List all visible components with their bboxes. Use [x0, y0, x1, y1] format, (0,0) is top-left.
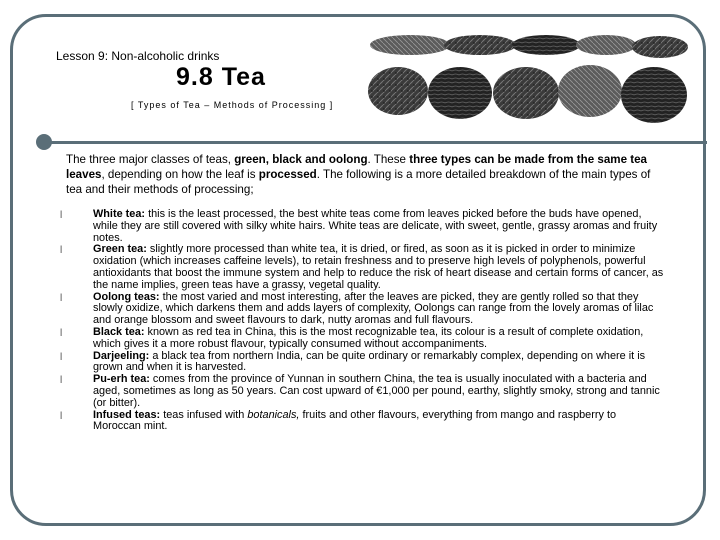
intro-bold: processed: [258, 168, 317, 181]
bullet-icon: l: [60, 375, 63, 387]
intro-text: . These: [367, 153, 410, 166]
tea-term: Infused teas:: [93, 408, 161, 421]
header-divider: [50, 141, 707, 144]
tea-description: comes from the province of Yunnan in southern China, the tea is usually inoculated with a bacteria and aged, sometimes as long as 50 years. Can cost upward of €1,000 per pound, earthy, slightly smoky, strong and tannic (or bitter).: [93, 373, 660, 409]
divider-dot: [36, 134, 52, 150]
bullet-icon: l: [60, 410, 63, 422]
tea-description: fruits and other flavours, everything from mango and raspberry to Moroccan mint.: [93, 408, 617, 433]
intro-text: , depending on how the leaf is: [101, 168, 259, 181]
list-item: [56, 351, 666, 375]
lesson-label: Lesson 9: Non-alcoholic drinks: [56, 49, 220, 63]
list-item: [56, 374, 666, 409]
tea-term: Darjeeling:: [93, 349, 150, 362]
list-item: [56, 327, 666, 351]
intro-text: The three major classes of teas,: [66, 153, 235, 166]
tea-description-italic: botanicals,: [247, 408, 300, 421]
tea-description: teas infused with: [160, 408, 248, 421]
intro-bold: green, black and oolong: [234, 153, 368, 166]
list-item: [56, 410, 666, 434]
tea-term: Black tea:: [93, 325, 145, 338]
tea-term: Pu-erh tea:: [93, 373, 150, 386]
intro-text: . The following is a more detailed breakdown of the main types of tea and their methods of processing;: [66, 168, 651, 196]
tea-leaves-image: [368, 33, 688, 133]
intro-paragraph: [66, 152, 660, 197]
tea-term: Oolong teas:: [93, 290, 160, 303]
bullet-icon: l: [60, 351, 63, 363]
list-item: [56, 209, 666, 244]
intro-bold: three types can be made from the same tea leaves: [66, 153, 647, 181]
tea-description: known as red tea in China, this is the most recognizable tea, its colour is a result of complete oxidation, which gives it a more robust flavour, typically consumed without accompaniments.: [93, 325, 644, 350]
list-item: [56, 244, 666, 291]
tea-description: slightly more processed than white tea, it is dried, or fired, as soon as it is picked in order to minimize oxidation (which increases caffeine levels), to retain freshness and to preserve high levels of polyphenols, powerful antioxidants that boost the immune system and help to reduce the risk of heart disease and certain forms of cancer, as the name implies, green teas have a grassy, vegetal quality.: [93, 243, 664, 291]
page-title: 9.8 Tea: [176, 63, 266, 91]
bullet-icon: l: [60, 245, 63, 257]
list-item: [56, 292, 666, 327]
tea-term: Green tea:: [93, 243, 147, 256]
bullet-icon: l: [60, 210, 63, 221]
tea-term: White tea:: [93, 208, 146, 220]
tea-description: this is the least processed, the best white teas come from leaves picked before the buds have opened, while they are still covered with silky white hairs. White teas are delicate, with sweet, gentle, grassy aromas and fruity notes.: [93, 208, 658, 244]
page-subtitle: [ Types of Tea – Methods of Processing ]: [131, 100, 334, 110]
bullet-icon: l: [60, 327, 63, 339]
tea-description: the most varied and most interesting, after the leaves are picked, they are gently rolled so that they slowly oxidize, which darkens them and adds layers of complexity, Oolongs can range from the lovely aromas of lilac and orange blossom and sweet flavours to dark, nutty aromas and full flavours.: [93, 290, 654, 327]
tea-types-list: [56, 209, 666, 433]
tea-description: a black tea from northern India, can be quite ordinary or remarkably complex, depending on where it is grown and when it is harvested.: [93, 349, 646, 374]
bullet-icon: l: [60, 292, 63, 304]
